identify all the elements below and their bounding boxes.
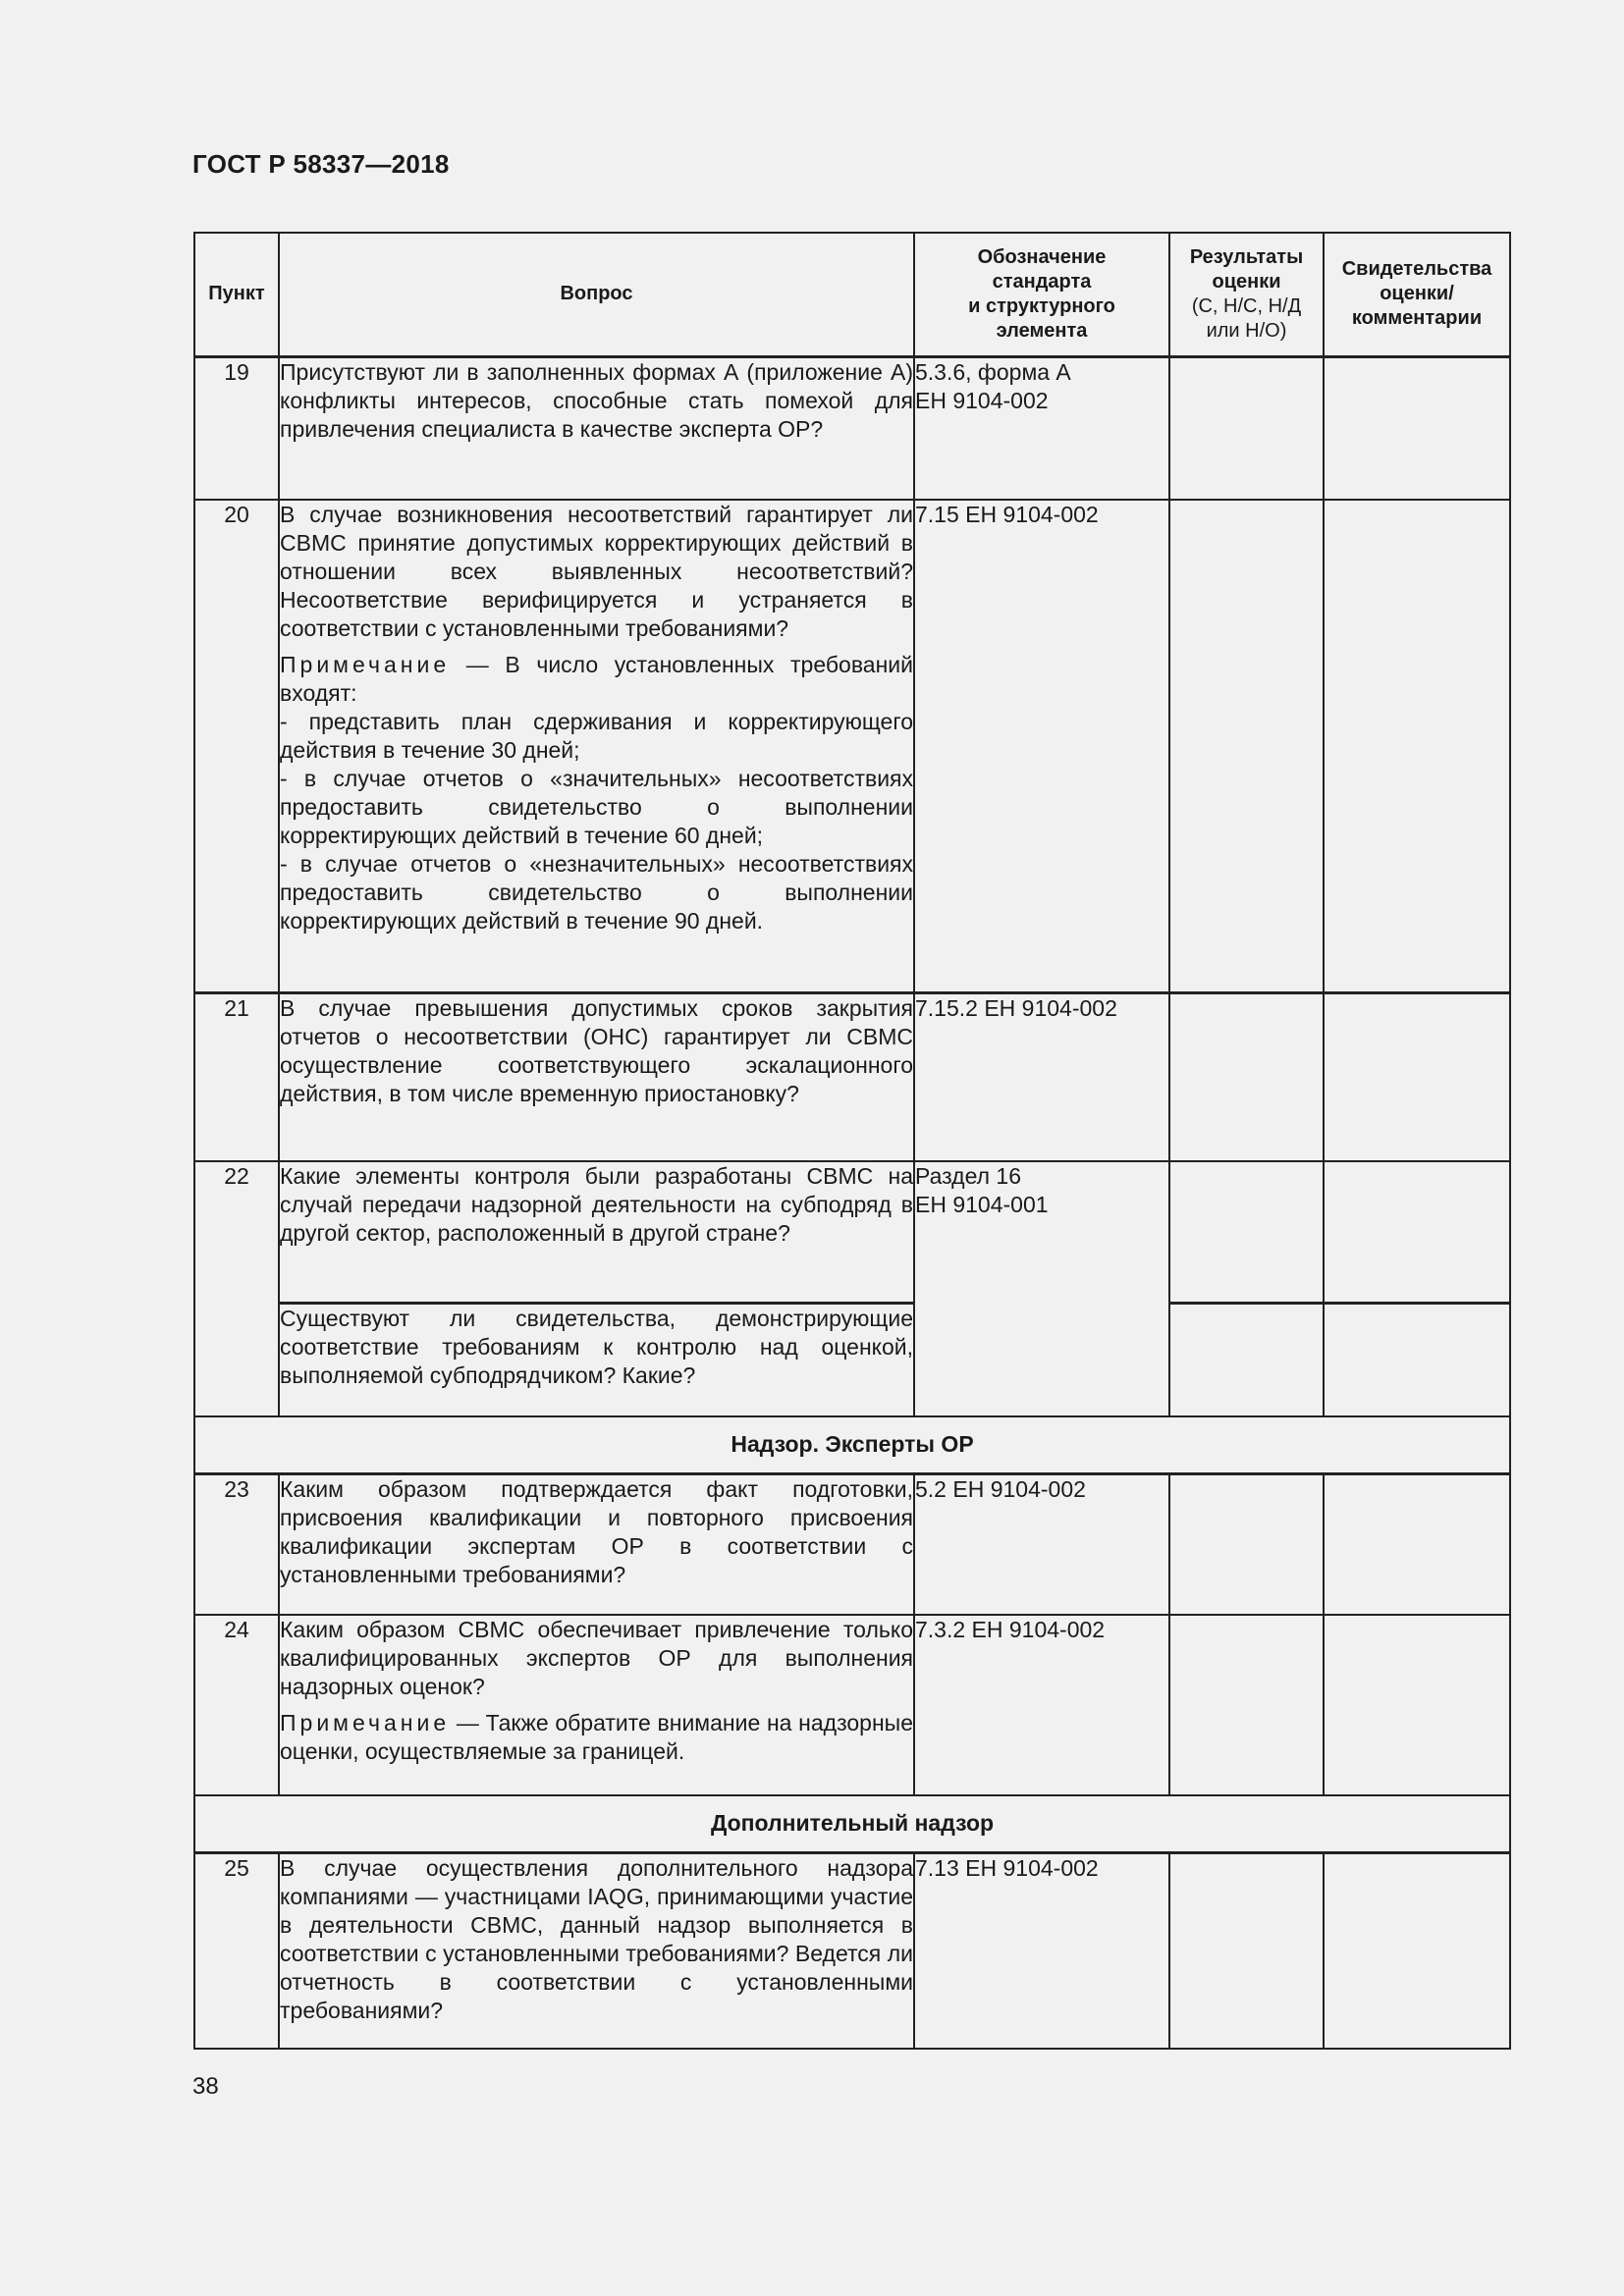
results-cell[interactable] bbox=[1169, 1303, 1324, 1416]
standard-cell: 7.15 ЕН 9104-002 bbox=[914, 500, 1169, 992]
standard-cell: Раздел 16 ЕН 9104-001 bbox=[914, 1161, 1169, 1416]
table-row bbox=[194, 1615, 1510, 1795]
evidence-cell[interactable] bbox=[1324, 992, 1510, 1161]
section-title: Надзор. Эксперты ОР bbox=[194, 1416, 1510, 1473]
row-number: 23 bbox=[194, 1473, 279, 1615]
table-row bbox=[194, 992, 1510, 1161]
row-number: 19 bbox=[194, 356, 279, 500]
results-cell[interactable] bbox=[1169, 1852, 1324, 2049]
question-cell: Каким образом СВМС обеспечивает привлечение только квалифицированных экспертов ОР для выполнения надзорных оценок? Примечание — Также обратите внимание на надзорные оценки, осуществляемые за границей. bbox=[279, 1615, 914, 1795]
row-number: 22 bbox=[194, 1161, 279, 1416]
col-header-item: Пункт bbox=[194, 233, 279, 356]
question-cell: В случае возникновения несоответствий гарантирует ли СВМС принятие допустимых корректирующих действий в отношении всех выявленных несоответствий? Несоответствие верифицируется и устраняется в соответствии с установленными требованиями? Примечание — В число установленных требований входят: - представить план сдерживания и корректирующего действия в течение 30 дней; - в случае отчетов о «значительных» несоответствиях предоставить свидетельство о выполнении корректирующих действий в течение 60 дней; - в случае отчетов о «незначительных» несоответствиях предоставить свидетельство о выполнении корректирующих действий в течение 90 дней. bbox=[279, 500, 914, 992]
table-row bbox=[194, 1303, 1510, 1416]
question-cell: Какие элементы контроля были разработаны СВМС на случай передачи надзорной деятельности на субподряд в другой сектор, расположенный в другой стране? bbox=[279, 1161, 914, 1303]
note: Примечание — Также обратите внимание на надзорные оценки, осуществляемые за границей. bbox=[280, 1710, 913, 1764]
results-cell[interactable] bbox=[1169, 1161, 1324, 1303]
document-header: ГОСТ Р 58337—2018 bbox=[192, 149, 450, 179]
note-item: - представить план сдерживания и корректирующего действия в течение 30 дней; bbox=[280, 709, 913, 763]
results-cell[interactable] bbox=[1169, 500, 1324, 992]
table-row bbox=[194, 1473, 1510, 1615]
evidence-cell[interactable] bbox=[1324, 1303, 1510, 1416]
question-cell: Существуют ли свидетельства, демонстрирующие соответствие требованиям к контролю над оценкой, выполняемой субподрядчиком? Какие? bbox=[279, 1303, 914, 1416]
table-header-row bbox=[194, 233, 1510, 356]
question-cell: Каким образом подтверждается факт подготовки, присвоения квалификации и повторного присвоения квалификации экспертам ОР в соответствии с установленными требованиями? bbox=[279, 1473, 914, 1615]
standard-cell: 7.15.2 ЕН 9104-002 bbox=[914, 992, 1169, 1161]
evidence-cell[interactable] bbox=[1324, 356, 1510, 500]
standard-cell: 7.3.2 ЕН 9104-002 bbox=[914, 1615, 1169, 1795]
results-cell[interactable] bbox=[1169, 992, 1324, 1161]
col-header-standard: Обозначение стандарта и структурного элемента bbox=[914, 233, 1169, 356]
row-number: 24 bbox=[194, 1615, 279, 1795]
results-cell[interactable] bbox=[1169, 1615, 1324, 1795]
col-header-evidence: Свидетельства оценки/ комментарии bbox=[1324, 233, 1510, 356]
col-header-results: Результаты оценки (С, Н/С, Н/Д или Н/О) bbox=[1169, 233, 1324, 356]
section-row bbox=[194, 1416, 1510, 1473]
evidence-cell[interactable] bbox=[1324, 500, 1510, 992]
section-row bbox=[194, 1795, 1510, 1852]
evidence-cell[interactable] bbox=[1324, 1615, 1510, 1795]
results-cell[interactable] bbox=[1169, 356, 1324, 500]
col-header-question: Вопрос bbox=[279, 233, 914, 356]
row-number: 25 bbox=[194, 1852, 279, 2049]
table-row bbox=[194, 500, 1510, 992]
row-number: 20 bbox=[194, 500, 279, 992]
question-cell: В случае превышения допустимых сроков закрытия отчетов о несоответствии (ОНС) гарантирует ли СВМС осуществление соответствующего эскалационного действия, в том числе временную приостановку? bbox=[279, 992, 914, 1161]
assessment-table bbox=[193, 232, 1511, 2050]
question-cell: В случае осуществления дополнительного надзора компаниями — участницами IAQG, принимающими участие в деятельности СВМС, данный надзор выполняется в соответствии с установленными требованиями? Ведется ли отчетность в соответствии с установленными требованиями? bbox=[279, 1852, 914, 2049]
standard-cell: 5.2 ЕН 9104-002 bbox=[914, 1473, 1169, 1615]
table-row bbox=[194, 1852, 1510, 2049]
table-row bbox=[194, 356, 1510, 500]
evidence-cell[interactable] bbox=[1324, 1852, 1510, 2049]
evidence-cell[interactable] bbox=[1324, 1161, 1510, 1303]
results-cell[interactable] bbox=[1169, 1473, 1324, 1615]
evidence-cell[interactable] bbox=[1324, 1473, 1510, 1615]
section-title: Дополнительный надзор bbox=[194, 1795, 1510, 1852]
note-item: - в случае отчетов о «значительных» несоответствиях предоставить свидетельство о выполнении корректирующих действий в течение 60 дней; bbox=[280, 766, 913, 848]
note-item: - в случае отчетов о «незначительных» несоответствиях предоставить свидетельство о выполнении корректирующих действий в течение 90 дней. bbox=[280, 851, 913, 934]
row-number: 21 bbox=[194, 992, 279, 1161]
question-cell: Присутствуют ли в заполненных формах А (приложение А) конфликты интересов, способные стать помехой для привлечения специалиста в качестве эксперта ОР? bbox=[279, 356, 914, 500]
page-number: 38 bbox=[192, 2073, 219, 2100]
standard-cell: 7.13 ЕН 9104-002 bbox=[914, 1852, 1169, 2049]
table-row bbox=[194, 1161, 1510, 1303]
standard-cell: 5.3.6, форма А ЕН 9104-002 bbox=[914, 356, 1169, 500]
note: Примечание — В число установленных требований входят: bbox=[280, 652, 913, 706]
